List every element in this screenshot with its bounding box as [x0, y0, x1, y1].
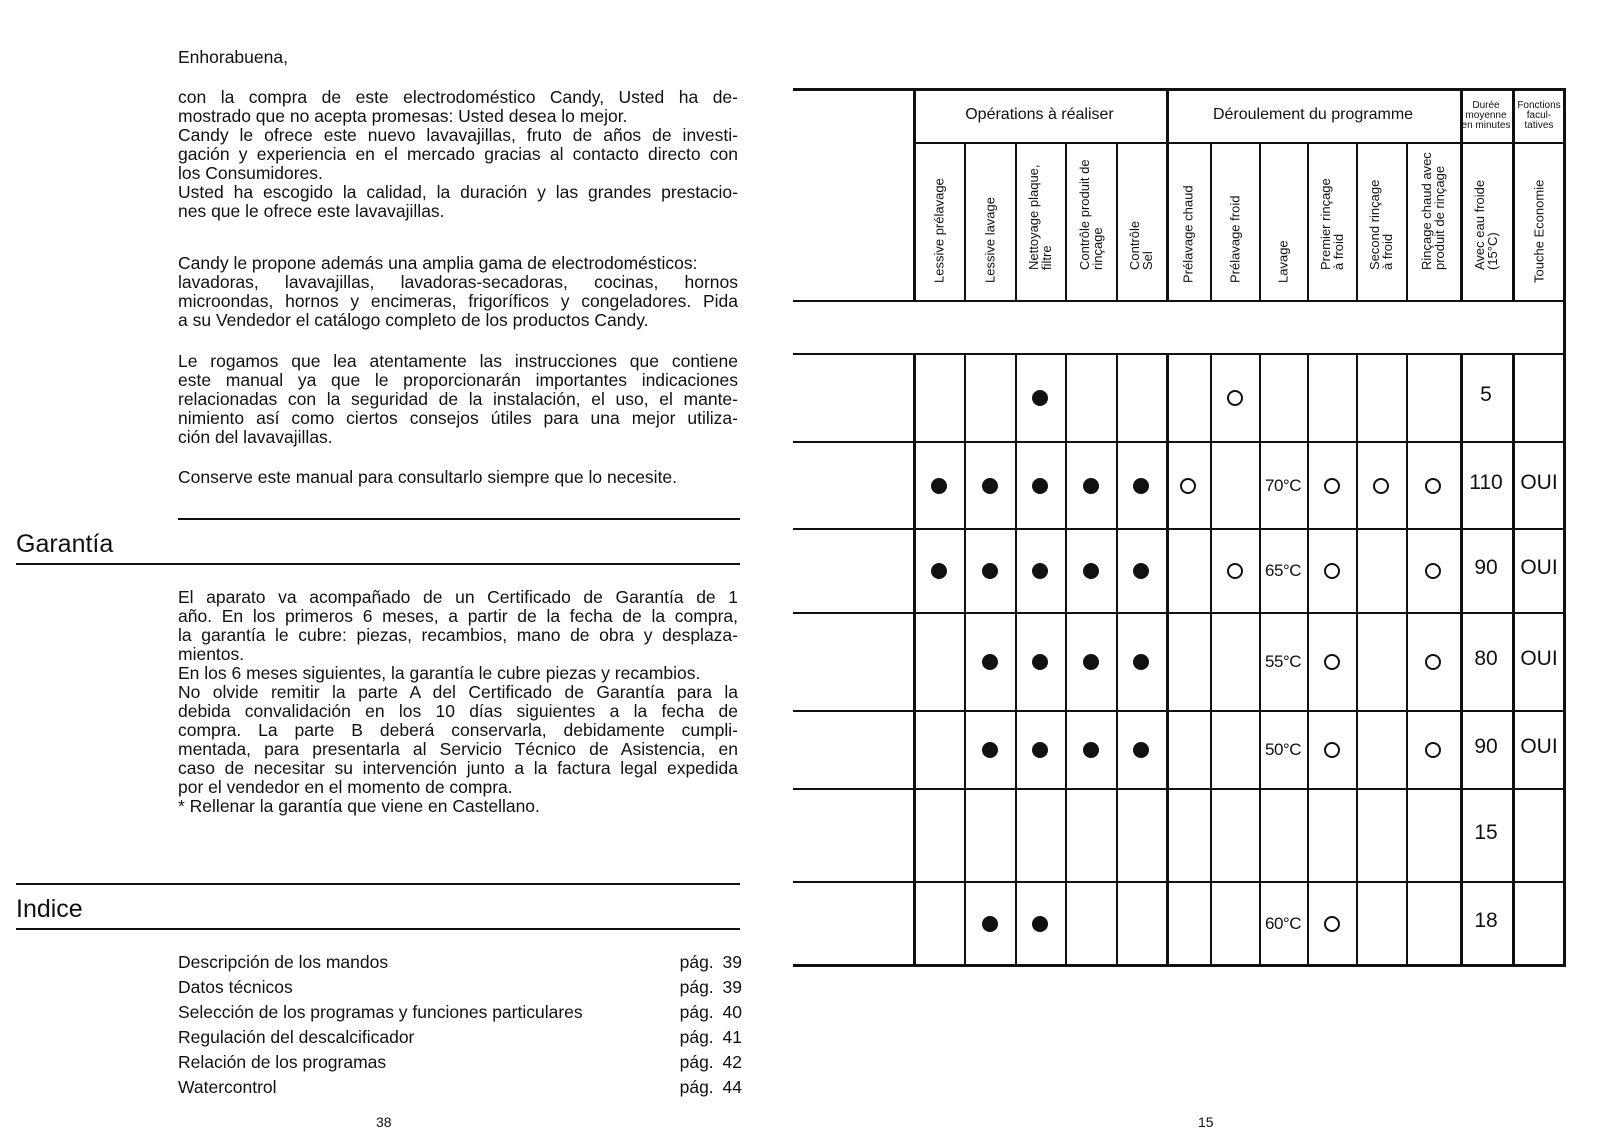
text-line: debida convalidación en los 10 días siguientes a la fecha de	[178, 701, 738, 721]
filled-dot-mark	[1133, 654, 1149, 670]
text-line: No olvide remitir la parte A del Certificado de Garantía para la	[178, 682, 738, 702]
index-item-page: pág. 39	[679, 977, 742, 997]
column-header	[1210, 144, 1259, 300]
index-item-page: pág. 41	[679, 1027, 742, 1047]
table-rule	[793, 881, 1566, 883]
read-instructions-paragraph	[178, 352, 738, 447]
filled-dot-mark	[1032, 654, 1048, 670]
divider	[16, 883, 740, 885]
duration-value: 15	[1474, 820, 1498, 844]
duration-value: 110	[1469, 470, 1503, 494]
column-header	[1307, 144, 1356, 300]
duration-value: 18	[1474, 909, 1498, 932]
filled-dot-mark	[1083, 563, 1099, 579]
table-border	[793, 964, 1566, 967]
text-line: Candy le propone además una amplia gama de electrodomésticos:	[178, 253, 698, 273]
filled-dot-mark	[1133, 563, 1149, 579]
wash-temperature: 60°C	[1265, 914, 1301, 933]
column-header	[1356, 144, 1406, 300]
text-line: nes que le ofrece este lavavajillas.	[178, 201, 445, 221]
index-heading: Indice	[16, 895, 83, 923]
page-number: 15	[1198, 1114, 1214, 1130]
table-rule	[793, 788, 1566, 790]
column-header-label: Lavage	[1275, 240, 1291, 283]
column-header-label: Contrôle Sel	[1127, 220, 1155, 270]
open-circle-mark	[1227, 563, 1243, 579]
divider	[16, 928, 740, 930]
filled-dot-mark	[1133, 478, 1149, 494]
open-circle-mark	[1425, 742, 1441, 758]
column-header	[913, 144, 964, 300]
text-line: * Rellenar la garantía que viene en Castellano.	[178, 796, 540, 816]
open-circle-mark	[1425, 563, 1441, 579]
divider	[178, 518, 740, 520]
table-rule	[1166, 353, 1169, 965]
index-item-label: Watercontrol	[178, 1077, 277, 1097]
text-line: nimiento así como ciertos consejos útiles para una mejor utiliza-	[178, 408, 738, 428]
index-item-label: Relación de los programas	[178, 1052, 387, 1072]
open-circle-mark	[1324, 916, 1340, 932]
text-line: ción del lavavajillas.	[178, 427, 333, 447]
duration-value: 90	[1474, 735, 1498, 758]
open-circle-mark	[1324, 654, 1340, 670]
index-item-label: Regulación del descalcificador	[178, 1027, 415, 1047]
text-line: Le rogamos que lea atentamente las instrucciones que contiene	[178, 351, 738, 371]
table-rule	[1015, 353, 1017, 965]
table-rule	[964, 353, 966, 965]
table-rule	[913, 353, 916, 965]
index-item-label: Datos técnicos	[178, 977, 293, 997]
column-header	[1065, 144, 1116, 300]
column-header-label: Rinçage chaud avec produit de rinçage	[1419, 152, 1447, 270]
table-rule	[1210, 353, 1212, 965]
filled-dot-mark	[1133, 742, 1149, 758]
filled-dot-mark	[931, 478, 947, 494]
table-rule	[793, 710, 1566, 712]
text-line: Usted ha escogido la calidad, la duración y las grandes prestacio-	[178, 182, 738, 202]
open-circle-mark	[1324, 742, 1340, 758]
text-line: año. En los primeros 6 meses, a partir de la fecha de la compra,	[178, 606, 738, 626]
wash-temperature: 55°C	[1265, 652, 1301, 671]
text-line: relacionadas con la seguridad de la instalación, el uso, el mante-	[178, 389, 738, 409]
text-line: lavadoras, lavavajillas, lavadoras-secadoras, cocinas, hornos	[178, 272, 738, 292]
table-rule	[793, 528, 1566, 530]
duration-header: Durée moyenne en minutes	[1461, 100, 1511, 131]
programme-table	[793, 88, 1566, 965]
text-line: los Consumidores.	[178, 163, 323, 183]
filled-dot-mark	[982, 742, 998, 758]
column-header-label: Nettoyage plaque, filtre	[1026, 164, 1054, 270]
column-header-label: Lessive prélavage	[931, 178, 946, 283]
greeting: Enhorabuena,	[178, 47, 288, 67]
column-header	[1512, 144, 1566, 300]
filled-dot-mark	[982, 654, 998, 670]
index-item-page: pág. 44	[679, 1077, 742, 1097]
column-header	[1259, 144, 1307, 300]
product-range-paragraph	[178, 254, 738, 330]
divider	[16, 563, 740, 565]
column-header-label: Lessive lavage	[982, 197, 997, 283]
index-item-page: pág. 40	[679, 1002, 742, 1022]
text-line: compra. La parte B deberá conservarla, debidamente cumpli-	[178, 720, 738, 740]
open-circle-mark	[1227, 390, 1243, 406]
open-circle-mark	[1425, 654, 1441, 670]
text-line: mentada, para presentarla al Servicio Técnico de Asistencia, en	[178, 739, 738, 759]
open-circle-mark	[1425, 478, 1441, 494]
table-rule	[793, 441, 1566, 443]
intro-paragraph	[178, 88, 738, 221]
text-line: la garantía le cubre: piezas, recambios, mano de obra y desplaza-	[178, 625, 738, 645]
filled-dot-mark	[931, 563, 947, 579]
table-rule	[793, 300, 1566, 302]
filled-dot-mark	[1083, 654, 1099, 670]
filled-dot-mark	[1032, 390, 1048, 406]
open-circle-mark	[1373, 478, 1389, 494]
filled-dot-mark	[1032, 478, 1048, 494]
column-header-label: Premier rinçage à froid	[1317, 178, 1346, 270]
duration-value: 5	[1480, 383, 1492, 406]
text-line: gación y experiencia en el mercado gracias al contacto directo con	[178, 144, 738, 164]
table-rule	[1406, 353, 1408, 965]
wash-temperature: 70°C	[1265, 475, 1301, 495]
keep-manual-line: Conserve este manual para consultarlo siempre que lo necesite.	[178, 467, 678, 487]
column-header-label: Touche Economie	[1531, 179, 1547, 283]
text-line: con la compra de este electrodoméstico Candy, Usted ha de-	[178, 87, 738, 107]
table-rule	[1116, 353, 1118, 965]
filled-dot-mark	[1032, 742, 1048, 758]
filled-dot-mark	[1083, 478, 1099, 494]
filled-dot-mark	[1032, 563, 1048, 579]
filled-dot-mark	[1032, 916, 1048, 932]
operations-group-header: Opérations à réaliser	[965, 106, 1114, 123]
index-item-page: pág. 42	[679, 1052, 742, 1072]
column-header-label: Contrôle produit de rinçage	[1076, 159, 1105, 270]
text-line: mientos.	[178, 644, 245, 664]
column-header-label: Second rinçage à froid	[1367, 179, 1395, 270]
text-line: a su Vendedor el catálogo completo de los productos Candy.	[178, 310, 649, 330]
economy-value: OUI	[1520, 556, 1558, 579]
open-circle-mark	[1324, 478, 1340, 494]
table-rule	[1307, 353, 1309, 965]
warranty-heading: Garantía	[16, 530, 114, 558]
table-rule	[1065, 353, 1067, 965]
table-rule	[1356, 353, 1358, 965]
index-item-label: Descripción de los mandos	[178, 952, 389, 972]
table-rule	[793, 612, 1566, 614]
wash-temperature: 50°C	[1265, 740, 1301, 759]
filled-dot-mark	[982, 563, 998, 579]
text-line: este manual ya que le proporcionarán importantes indicaciones	[178, 370, 738, 390]
column-header-label: Avec eau froide (15°C)	[1472, 179, 1500, 270]
column-header	[1116, 144, 1166, 300]
economy-value: OUI	[1520, 735, 1558, 758]
column-header	[1015, 144, 1065, 300]
column-header	[1406, 144, 1460, 300]
programme-group-header: Déroulement du programme	[1212, 106, 1414, 123]
open-circle-mark	[1180, 478, 1196, 494]
column-header	[1460, 144, 1512, 300]
economy-value: OUI	[1520, 647, 1558, 670]
column-header-label: Prélavage chaud	[1180, 185, 1196, 283]
index-item-page: pág. 39	[679, 952, 742, 972]
column-header-label: Prélavage froid	[1227, 195, 1242, 283]
duration-value: 90	[1474, 556, 1498, 579]
page-number: 38	[376, 1114, 392, 1130]
text-line: por el vendedor en el momento de compra.	[178, 777, 513, 797]
warranty-paragraph	[178, 588, 738, 816]
text-line: Candy le ofrece este nuevo lavavajillas, fruto de años de investi-	[178, 125, 738, 145]
index-item-label: Selección de los programas y funciones particulares	[178, 1002, 583, 1022]
text-line: En los 6 meses siguientes, la garantía le cubre piezas y recambios.	[178, 663, 701, 683]
wash-temperature: 65°C	[1265, 561, 1301, 580]
filled-dot-mark	[982, 916, 998, 932]
economy-value: OUI	[1520, 470, 1558, 494]
text-line: caso de necesitar su intervención junto a la factura legal expedida	[178, 758, 738, 778]
text-line: mostrado que no acepta promesas: Usted desea lo mejor.	[178, 106, 628, 126]
table-rule	[793, 353, 1566, 355]
text-line: microondas, hornos y encimeras, frigoríficos y congeladores. Pida	[178, 291, 738, 311]
optional-functions-header: Fonctions facul- tatives	[1517, 100, 1561, 131]
open-circle-mark	[1324, 563, 1340, 579]
filled-dot-mark	[1083, 742, 1099, 758]
duration-value: 80	[1474, 647, 1498, 670]
filled-dot-mark	[982, 478, 998, 494]
column-header	[1166, 144, 1210, 300]
column-header	[964, 144, 1015, 300]
text-line: El aparato va acompañado de un Certificado de Garantía de 1	[178, 587, 738, 607]
